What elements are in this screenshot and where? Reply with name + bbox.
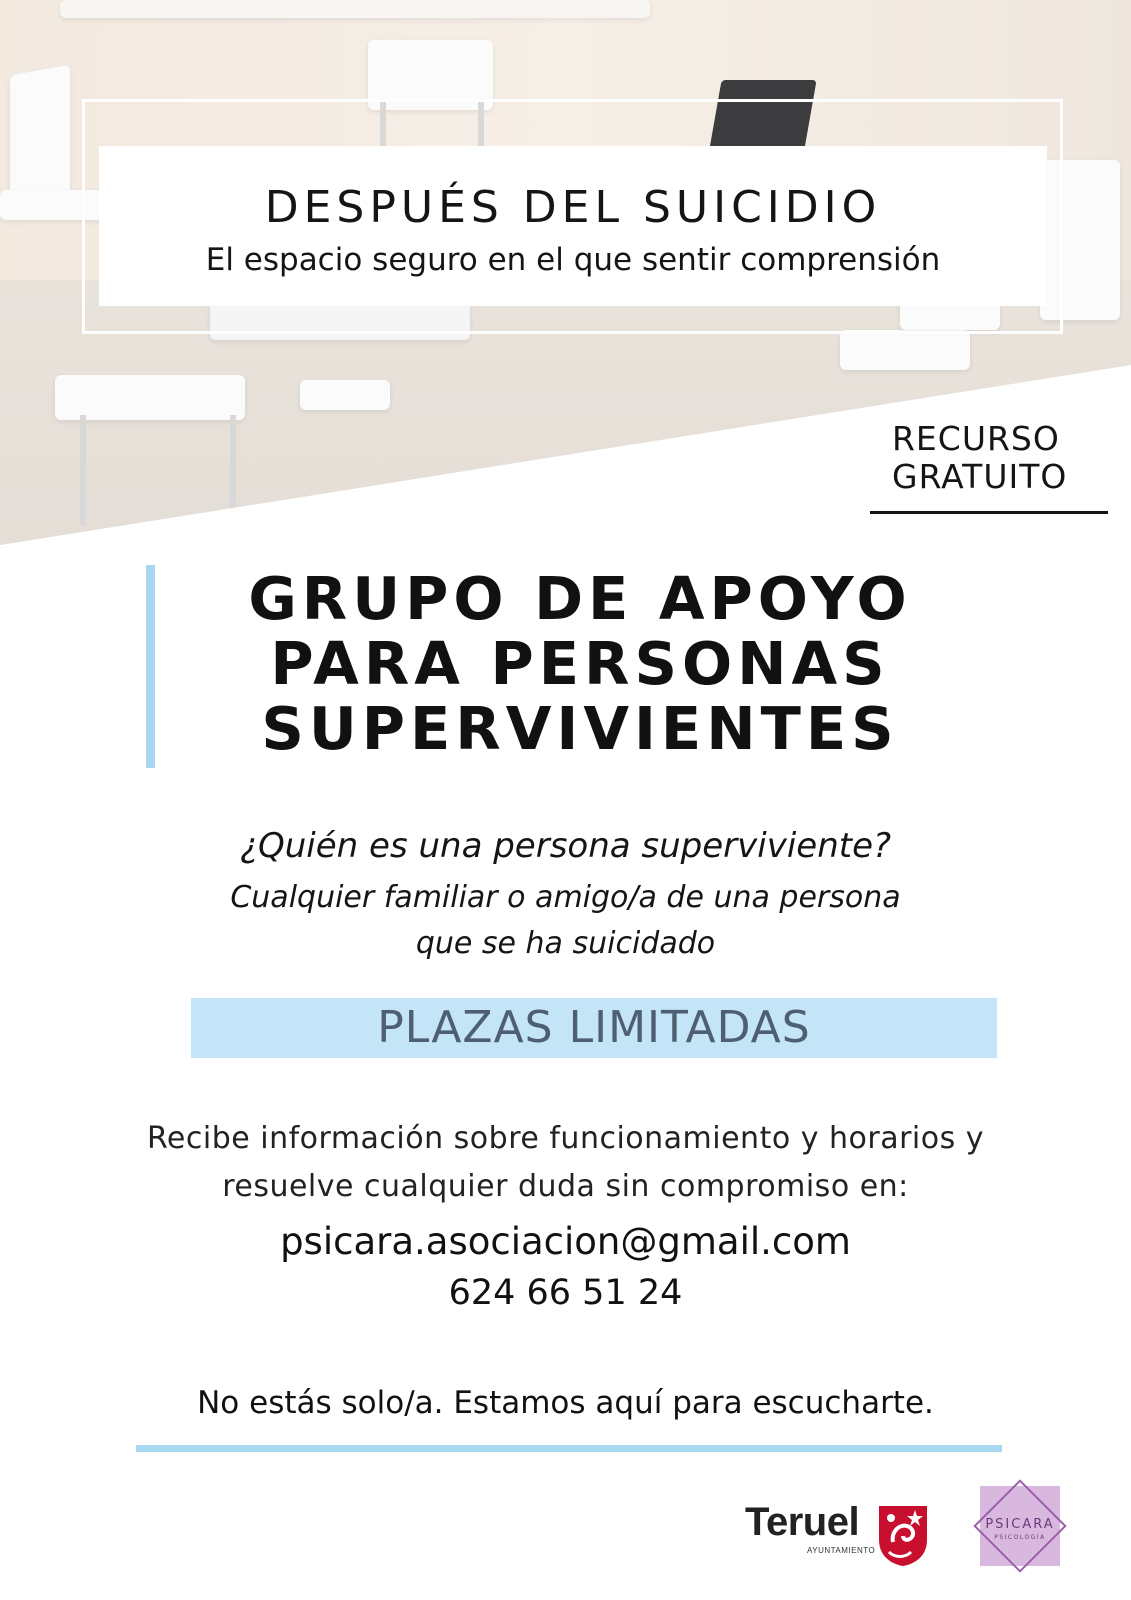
photo-chair-leg bbox=[80, 415, 86, 525]
psicara-logo bbox=[965, 1471, 1075, 1581]
headline bbox=[160, 566, 1000, 761]
limited-places-banner: PLAZAS LIMITADAS bbox=[191, 998, 997, 1058]
badge-line1: RECURSO bbox=[892, 419, 1060, 458]
page-subtitle: El espacio seguro en el que sentir comprensión bbox=[205, 242, 941, 278]
photo-chair bbox=[10, 65, 70, 206]
headline-line2: PARA PERSONAS bbox=[270, 629, 890, 698]
title-box bbox=[99, 146, 1047, 306]
badge-line2: GRATUITO bbox=[892, 457, 1068, 496]
photo-chair bbox=[300, 380, 390, 410]
contact-phone[interactable]: 624 66 51 24 bbox=[448, 1273, 683, 1313]
contact-email[interactable]: psicara.asociacion@gmail.com bbox=[280, 1220, 851, 1263]
info-line2: resuelve cualquier duda sin compromiso en: bbox=[222, 1169, 909, 1204]
page-title: DESPUÉS DEL SUICIDIO bbox=[264, 182, 882, 233]
free-resource-badge bbox=[870, 420, 1110, 496]
teruel-logo-subtext: AYUNTAMIENTO bbox=[807, 1546, 876, 1555]
survivor-answer bbox=[0, 875, 1131, 967]
psicara-logo-text: PSICARA bbox=[985, 1517, 1055, 1532]
photo-chair bbox=[60, 0, 650, 18]
teruel-shield-icon bbox=[875, 1502, 931, 1568]
answer-line1: Cualquier familiar o amigo/a de una persona bbox=[230, 880, 901, 915]
survivor-question: ¿Quién es una persona superviviente? bbox=[239, 826, 892, 866]
closing-message: No estás solo/a. Estamos aquí para escucharte. bbox=[197, 1385, 934, 1421]
contact-info bbox=[0, 1115, 1131, 1211]
badge-underline bbox=[870, 511, 1108, 514]
answer-line2: que se ha suicidado bbox=[415, 926, 716, 961]
bottom-divider bbox=[136, 1445, 1002, 1452]
info-line1: Recibe información sobre funcionamiento y horarios y bbox=[146, 1121, 985, 1156]
photo-chair-leg bbox=[230, 415, 236, 525]
photo-chair bbox=[55, 375, 245, 420]
teruel-logo bbox=[745, 1500, 935, 1570]
teruel-logo-text: Teruel bbox=[745, 1500, 860, 1544]
headline-accent-bar bbox=[146, 565, 155, 768]
photo-chair bbox=[840, 330, 970, 370]
headline-line1: GRUPO DE APOYO bbox=[248, 564, 912, 633]
psicara-logo-subtext: PSICOLOGÍA bbox=[994, 1534, 1046, 1541]
headline-line3: SUPERVIVIENTES bbox=[261, 694, 899, 763]
